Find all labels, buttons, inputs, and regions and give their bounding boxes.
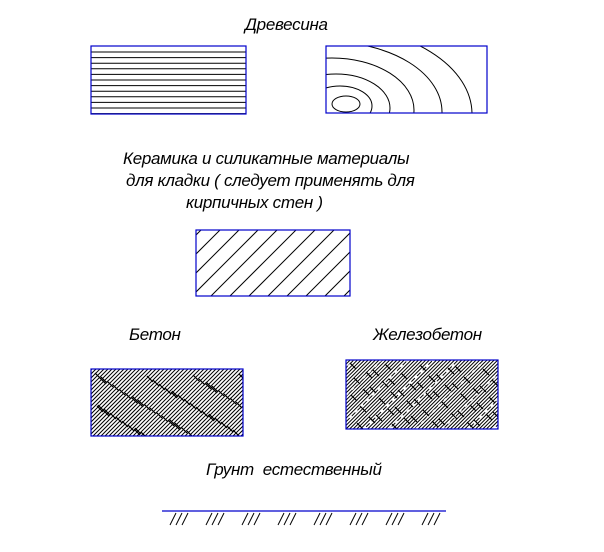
ceramic-label-line-2: для кладки ( следует применять для — [126, 171, 415, 190]
concrete-label: Бетон — [129, 325, 181, 344]
concrete-hatch — [1, 356, 429, 438]
wood-label: Древесина — [245, 15, 328, 34]
soil-label: Грунт естественный — [206, 460, 382, 479]
reinforced-concrete-label: Железобетон — [373, 325, 482, 344]
ceramic-masonry-hatch — [116, 216, 519, 296]
ceramic-label-line-1: Керамика и силикатные материалы — [123, 149, 410, 168]
natural-soil-hatch — [162, 511, 446, 525]
wood-longitudinal-hatch — [91, 46, 246, 114]
reinforced-concrete-hatch — [256, 349, 604, 430]
ceramic-label-line-3: кирпичных стен ) — [186, 193, 323, 212]
